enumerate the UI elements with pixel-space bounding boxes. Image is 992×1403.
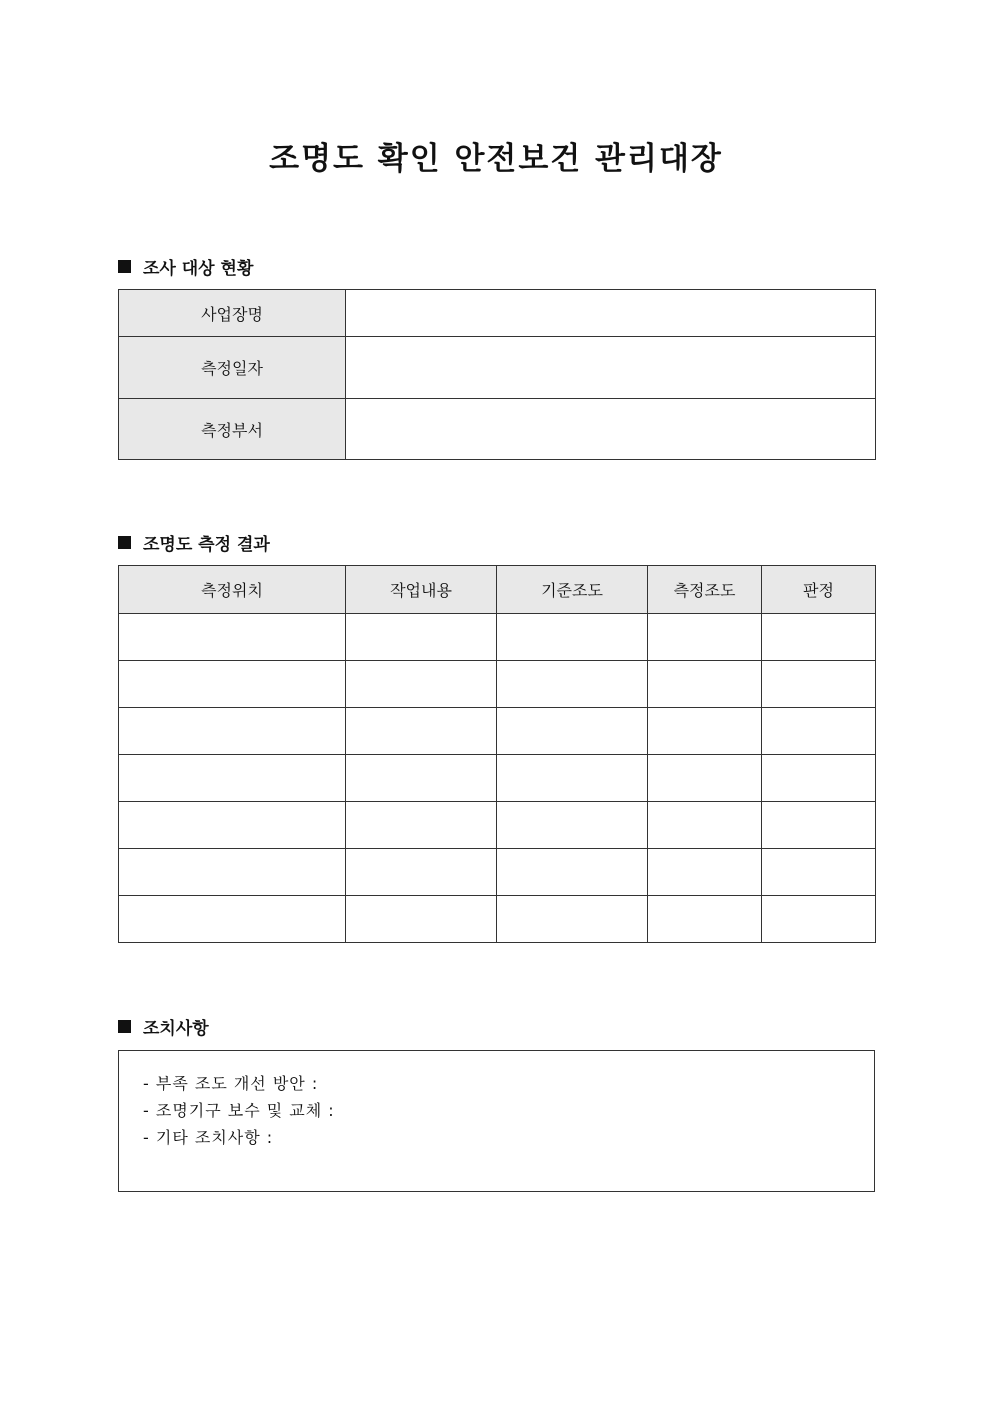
result-cell[interactable] [346,802,497,849]
result-cell[interactable] [762,802,876,849]
result-cell[interactable] [346,896,497,943]
result-cell[interactable] [497,896,648,943]
result-cell[interactable] [648,802,762,849]
column-header-measured: 측정조도 [648,566,762,614]
result-cell[interactable] [346,849,497,896]
column-header-judgement: 판정 [762,566,876,614]
result-cell[interactable] [648,708,762,755]
result-cell[interactable] [497,755,648,802]
action-box[interactable] [118,1050,875,1192]
result-cell[interactable] [346,755,497,802]
action-line-fixture-repair: - 조명기구 보수 및 교체 : [143,1101,335,1120]
result-cell[interactable] [119,708,346,755]
result-cell[interactable] [762,755,876,802]
column-header-location: 측정위치 [119,566,346,614]
table-row [119,708,876,755]
square-bullet-icon [118,260,131,273]
table-row [119,290,876,337]
result-cell[interactable] [762,614,876,661]
table-row [119,755,876,802]
result-cell[interactable] [346,661,497,708]
result-cell[interactable] [762,661,876,708]
result-cell[interactable] [119,849,346,896]
result-cell[interactable] [762,708,876,755]
result-table [118,565,876,943]
survey-value-dept[interactable] [346,399,876,460]
result-cell[interactable] [648,755,762,802]
result-section-heading [118,530,270,555]
result-cell[interactable] [762,849,876,896]
result-cell[interactable] [497,661,648,708]
result-cell[interactable] [648,849,762,896]
result-cell[interactable] [119,614,346,661]
column-header-standard: 기준조도 [497,566,648,614]
survey-label-dept: 측정부서 [119,399,346,460]
table-row [119,849,876,896]
survey-section-heading [118,254,253,279]
survey-table [118,289,876,460]
survey-label-date: 측정일자 [119,337,346,399]
result-cell[interactable] [648,614,762,661]
table-row [119,661,876,708]
survey-value-site[interactable] [346,290,876,337]
table-row [119,614,876,661]
result-cell[interactable] [346,614,497,661]
result-cell[interactable] [119,661,346,708]
action-line-lighting-improvement: - 부족 조도 개선 방안 : [143,1074,319,1093]
result-cell[interactable] [497,708,648,755]
result-cell[interactable] [346,708,497,755]
action-section-title: 조치사항 [143,1019,209,1039]
action-line-other: - 기타 조치사항 : [143,1128,274,1147]
table-row [119,802,876,849]
result-cell[interactable] [119,755,346,802]
result-cell[interactable] [497,849,648,896]
result-cell[interactable] [119,802,346,849]
survey-label-site: 사업장명 [119,290,346,337]
result-cell[interactable] [497,614,648,661]
result-cell[interactable] [648,661,762,708]
action-section-heading [118,1014,209,1039]
column-header-task: 작업내용 [346,566,497,614]
table-row [119,337,876,399]
table-row [119,399,876,460]
document-title: 조명도 확인 안전보건 관리대장 [269,141,723,177]
result-section-title: 조명도 측정 결과 [143,535,270,555]
square-bullet-icon [118,536,131,549]
result-cell[interactable] [497,802,648,849]
table-row [119,896,876,943]
survey-section-title: 조사 대상 현황 [143,259,254,279]
table-header-row [119,566,876,614]
result-cell[interactable] [648,896,762,943]
result-cell[interactable] [762,896,876,943]
survey-value-date[interactable] [346,337,876,399]
square-bullet-icon [118,1020,131,1033]
result-cell[interactable] [119,896,346,943]
